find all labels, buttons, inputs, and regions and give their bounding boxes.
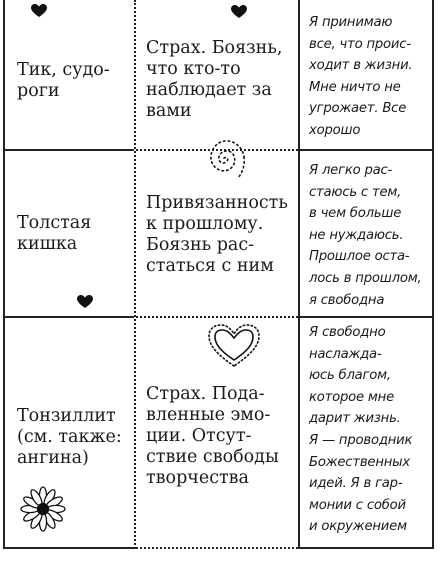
row-1-organ: Тик, судо- роги (17, 60, 110, 101)
heart-icon (77, 295, 93, 309)
table-border-bottom-right (298, 547, 434, 549)
row-divider-2-right (298, 316, 434, 318)
row-2-affirmation: Я легко рас- стаюсь с тем, в чем больше не нуждаюсь. Прошлое оста- лось в прошлом, я свободна (309, 163, 422, 308)
row-2-cause: Привязанность к прошлому. Боязнь рас- статься с ним (146, 193, 288, 276)
heart-outline-icon (206, 322, 262, 370)
heart-icon (31, 4, 47, 18)
dotted-spiral-icon (200, 124, 250, 186)
row-divider-2-mid (136, 316, 298, 318)
row-1-cause: Страх. Боязнь, что кто-то наблюдает за вами (146, 38, 283, 121)
column-divider-2 (298, 0, 300, 549)
row-divider-2-left (3, 316, 134, 318)
column-divider-1 (134, 0, 136, 549)
table-border-bottom-mid (136, 547, 298, 549)
heart-icon (231, 5, 247, 19)
row-3-cause: Страх. Пода- вленные эмо- ции. Отсут- ствие свободы творчества (146, 384, 279, 488)
row-divider-1-right (298, 149, 434, 151)
row-3-affirmation: Я свободно наслажда- юсь благом, которое мне дарит жизнь. Я — проводник Божественных идей. Я в гар- монии с собой и окружением (309, 325, 413, 535)
table-border-left (3, 0, 5, 549)
row-2-organ: Толстая кишка (17, 213, 92, 254)
row-divider-1-left (3, 149, 134, 151)
table-border-right (432, 0, 434, 549)
row-1-affirmation: Я принимаю все, что проис- ходит в жизни. Мне ничто не угрожает. Все хорошо (309, 15, 413, 138)
daisy-flower-icon (20, 486, 66, 532)
table-border-bottom-left (3, 547, 134, 549)
row-3-organ: Тонзиллит (см. также: ангина) (17, 406, 122, 468)
